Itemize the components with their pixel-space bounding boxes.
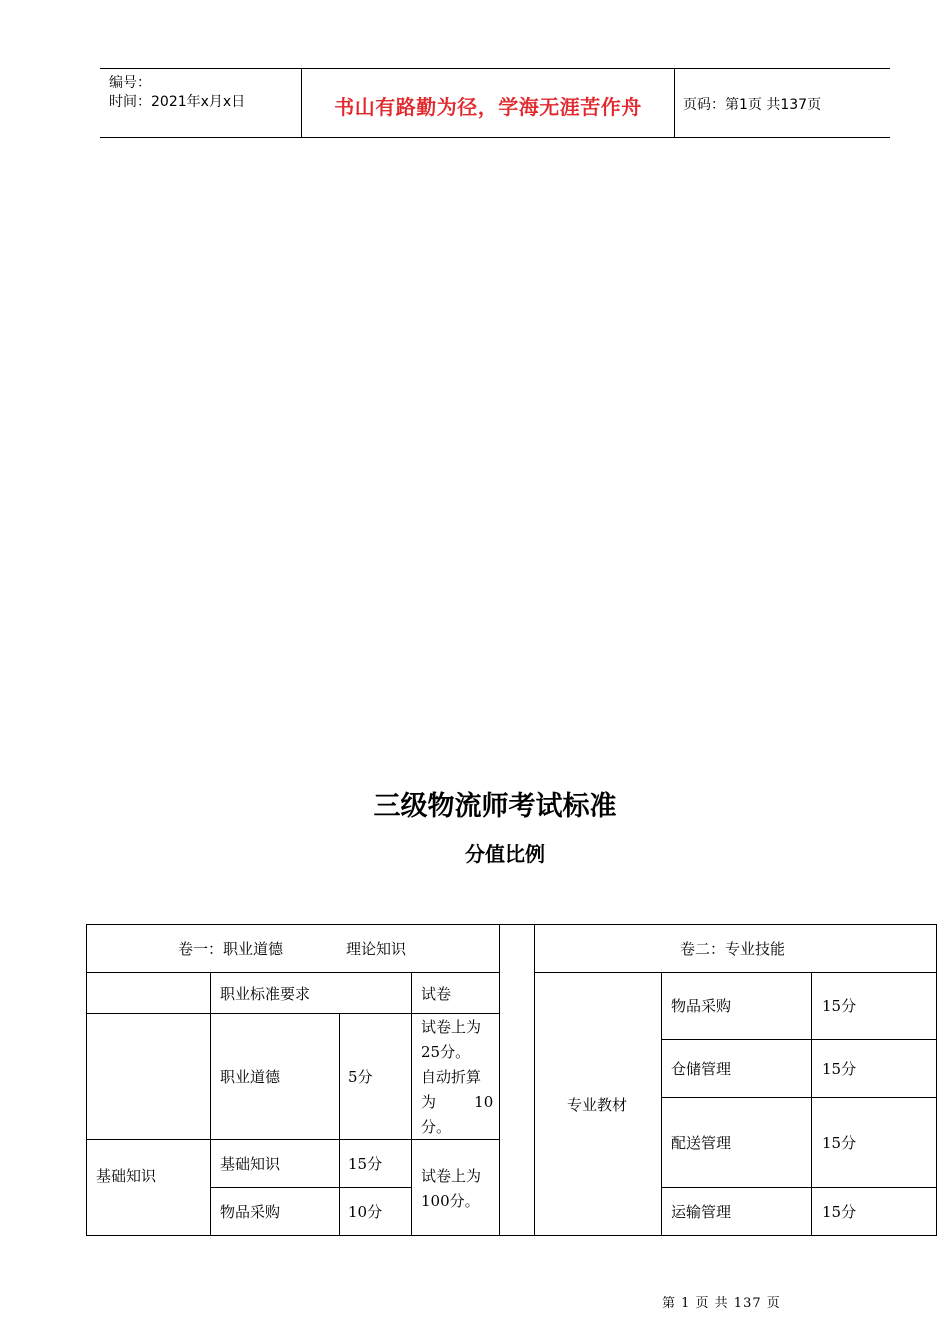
table-line (210, 973, 211, 1236)
row-item-procurement: 物品采购 (220, 1203, 281, 1221)
skill-score: 15分 (822, 1134, 857, 1152)
table-border-left (86, 924, 87, 1236)
table-line (661, 973, 662, 1236)
column-header-requirements: 职业标准要求 (220, 985, 311, 1003)
row-score-ethics: 5分 (348, 1068, 373, 1086)
table-line (86, 972, 500, 973)
row-note-line: 自动折算 (421, 1068, 482, 1086)
table-line (661, 1187, 937, 1188)
skill-item: 配送管理 (671, 1134, 732, 1152)
header-motto-cell (302, 69, 675, 137)
header-motto: 书山有路勤为径，学海无涯苦作舟 (334, 95, 642, 119)
paper-one-header: 卷一：职业道德 (178, 940, 284, 958)
skill-score: 15分 (822, 997, 857, 1015)
table-line (339, 1013, 340, 1236)
row-item-basic: 基础知识 (220, 1155, 281, 1173)
skill-score: 15分 (822, 1060, 857, 1078)
score-table (86, 924, 937, 1236)
document-time-label: 时间：2021年x月x日 (109, 94, 246, 110)
row-score-procurement: 10分 (348, 1203, 383, 1221)
paper-two-header: 卷二：专业技能 (680, 940, 786, 958)
row-note-line: 100分。 (421, 1192, 480, 1210)
group-basic-knowledge: 基础知识 (96, 1167, 157, 1185)
table-border-right (936, 924, 937, 1236)
row-note-line: 试卷上为 (421, 1018, 482, 1036)
row-note-line: 为 10 (421, 1093, 494, 1111)
header-meta-cell (100, 69, 302, 137)
skill-item: 物品采购 (671, 997, 732, 1015)
table-separator-column (499, 924, 535, 1236)
row-note-line: 分。 (421, 1118, 452, 1136)
skill-item: 运输管理 (671, 1203, 732, 1221)
table-line (86, 1139, 500, 1140)
row-note-line: 25分。 (421, 1043, 471, 1061)
paper-one-subheader: 理论知识 (346, 940, 407, 958)
table-line (661, 1097, 937, 1098)
document-number-label: 编号： (109, 75, 151, 91)
group-professional-materials: 专业教材 (567, 1096, 628, 1114)
skill-item: 仓储管理 (671, 1060, 732, 1078)
table-line (210, 1187, 411, 1188)
header-page-number: 页码：第1页 共137页 (683, 97, 822, 113)
row-score-basic: 15分 (348, 1155, 383, 1173)
document-title: 三级物流师考试标准 (373, 791, 617, 822)
page-header (100, 68, 890, 138)
table-line (661, 1039, 937, 1040)
column-header-paper: 试卷 (421, 985, 452, 1003)
skill-score: 15分 (822, 1203, 857, 1221)
document-subtitle: 分值比例 (465, 842, 545, 866)
row-item-ethics: 职业道德 (220, 1068, 281, 1086)
page-footer: 第 1 页 共 137 页 (662, 1296, 781, 1311)
table-line (411, 973, 412, 1236)
row-note-line: 试卷上为 (421, 1167, 482, 1185)
table-line (811, 973, 812, 1236)
table-line (86, 1013, 500, 1014)
header-page-cell (675, 69, 890, 137)
table-line (535, 972, 937, 973)
